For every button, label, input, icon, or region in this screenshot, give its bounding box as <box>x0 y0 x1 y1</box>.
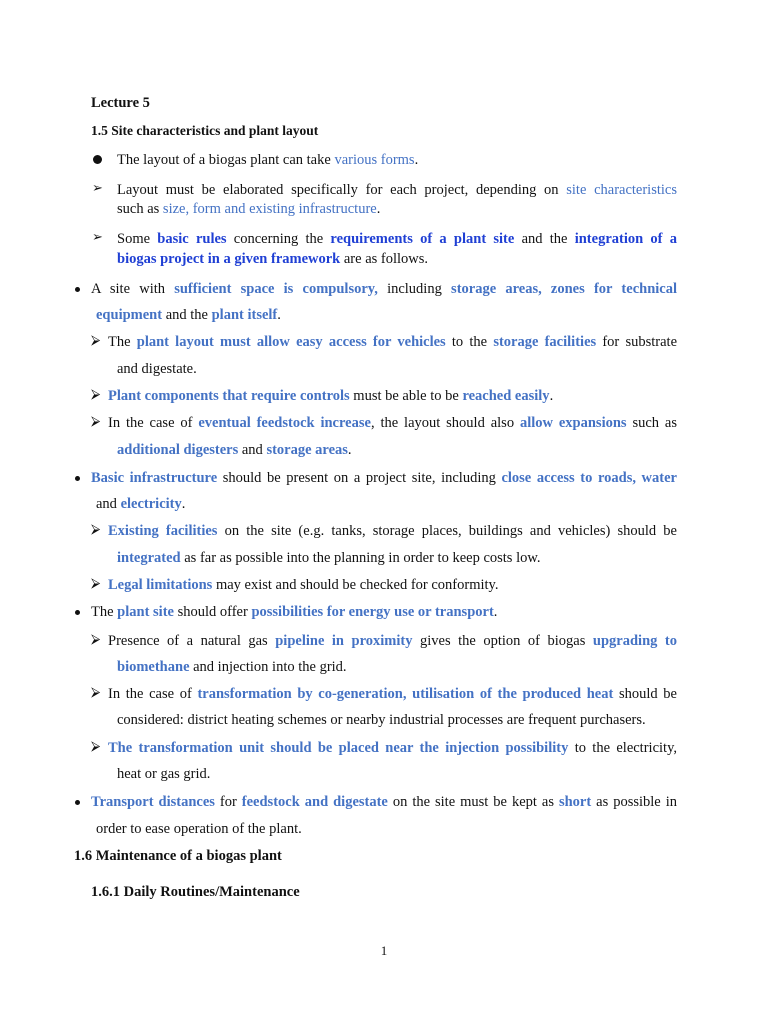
energy-bullet-line-1: The plant site should offer possibilities for energy use or transport. <box>91 604 498 620</box>
intro-bullet-2-line-2: such as size, form and existing infrastructure. <box>117 201 381 217</box>
transport-bullet-line-1: Transport distances for feedstock and digestate on the site must be kept as short as possible in <box>91 794 677 810</box>
site-sub-2: Plant components that require controls must be able to be reached easily. <box>108 388 554 404</box>
energy-sub-2-line-2: considered: district heating schemes or nearby industrial processes are frequent purchasers. <box>117 712 646 728</box>
site-bullet-line-2: equipment and the plant itself. <box>96 307 281 323</box>
energy-sub-3-line-2: heat or gas grid. <box>117 766 211 782</box>
maintenance-heading: 1.6 Maintenance of a biogas plant <box>74 848 282 864</box>
energy-sub-3-line-1: The transformation unit should be placed near the injection possibility to the electricity, <box>108 740 677 756</box>
arrow-bullet-icon: ➢ <box>92 181 103 196</box>
site-sub-1-line-1: The plant layout must allow easy access for vehicles to the storage facilities for substrate <box>108 334 678 350</box>
arrow-bullet-icon: ⮚ <box>91 685 101 700</box>
page-number: 1 <box>380 943 388 958</box>
arrow-bullet-icon: ⮚ <box>91 387 101 402</box>
bullet-dot-icon <box>75 287 80 292</box>
bullet-dot-icon <box>75 610 80 615</box>
infra-bullet-line-1: Basic infrastructure should be present on a project site, including close access to roads, water <box>91 470 677 486</box>
arrow-bullet-icon: ⮚ <box>91 414 101 429</box>
energy-sub-1-line-1: Presence of a natural gas pipeline in proximity gives the option of biogas upgrading to <box>108 633 677 649</box>
bullet-dot-icon <box>75 476 80 481</box>
arrow-bullet-icon: ⮚ <box>91 333 101 348</box>
arrow-bullet-icon: ⮚ <box>91 739 101 754</box>
site-sub-3-line-1: In the case of eventual feedstock increase, the layout should also allow expansions such as <box>108 415 677 431</box>
bullet-dot-icon <box>93 155 102 164</box>
intro-bullet-2-line-1: Layout must be elaborated specifically for each project, depending on site characteristics <box>117 182 677 198</box>
lecture-heading: Lecture 5 <box>91 95 150 111</box>
energy-sub-1-line-2: biomethane and injection into the grid. <box>117 659 347 675</box>
site-bullet-line-1: A site with sufficient space is compulsory, including storage areas, zones for technical <box>91 281 677 297</box>
arrow-bullet-icon: ⮚ <box>91 522 101 537</box>
infra-sub-2: Legal limitations may exist and should be checked for conformity. <box>108 577 499 593</box>
intro-bullet-1: The layout of a biogas plant can take various forms. <box>117 152 419 168</box>
infra-sub-1-line-1: Existing facilities on the site (e.g. tanks, storage places, buildings and vehicles) should be <box>108 523 677 539</box>
maintenance-subheading: 1.6.1 Daily Routines/Maintenance <box>91 884 300 900</box>
energy-sub-2-line-1: In the case of transformation by co-generation, utilisation of the produced heat should be <box>108 686 677 702</box>
site-sub-1-line-2: and digestate. <box>117 361 197 377</box>
transport-bullet-line-2: order to ease operation of the plant. <box>96 821 302 837</box>
arrow-bullet-icon: ⮚ <box>91 576 101 591</box>
section-heading: 1.5 Site characteristics and plant layout <box>91 123 319 138</box>
site-sub-3-line-2: additional digesters and storage areas. <box>117 442 352 458</box>
infra-bullet-line-2: and electricity. <box>96 496 186 512</box>
bullet-dot-icon <box>75 800 80 805</box>
intro-bullet-3-line-2: biogas project in a given framework are as follows. <box>117 251 429 267</box>
arrow-bullet-icon: ➢ <box>92 230 103 245</box>
infra-sub-1-line-2: integrated as far as possible into the planning in order to keep costs low. <box>117 550 541 566</box>
arrow-bullet-icon: ⮚ <box>91 632 101 647</box>
intro-bullet-3-line-1: Some basic rules concerning the requirements of a plant site and the integration of a <box>117 231 677 247</box>
